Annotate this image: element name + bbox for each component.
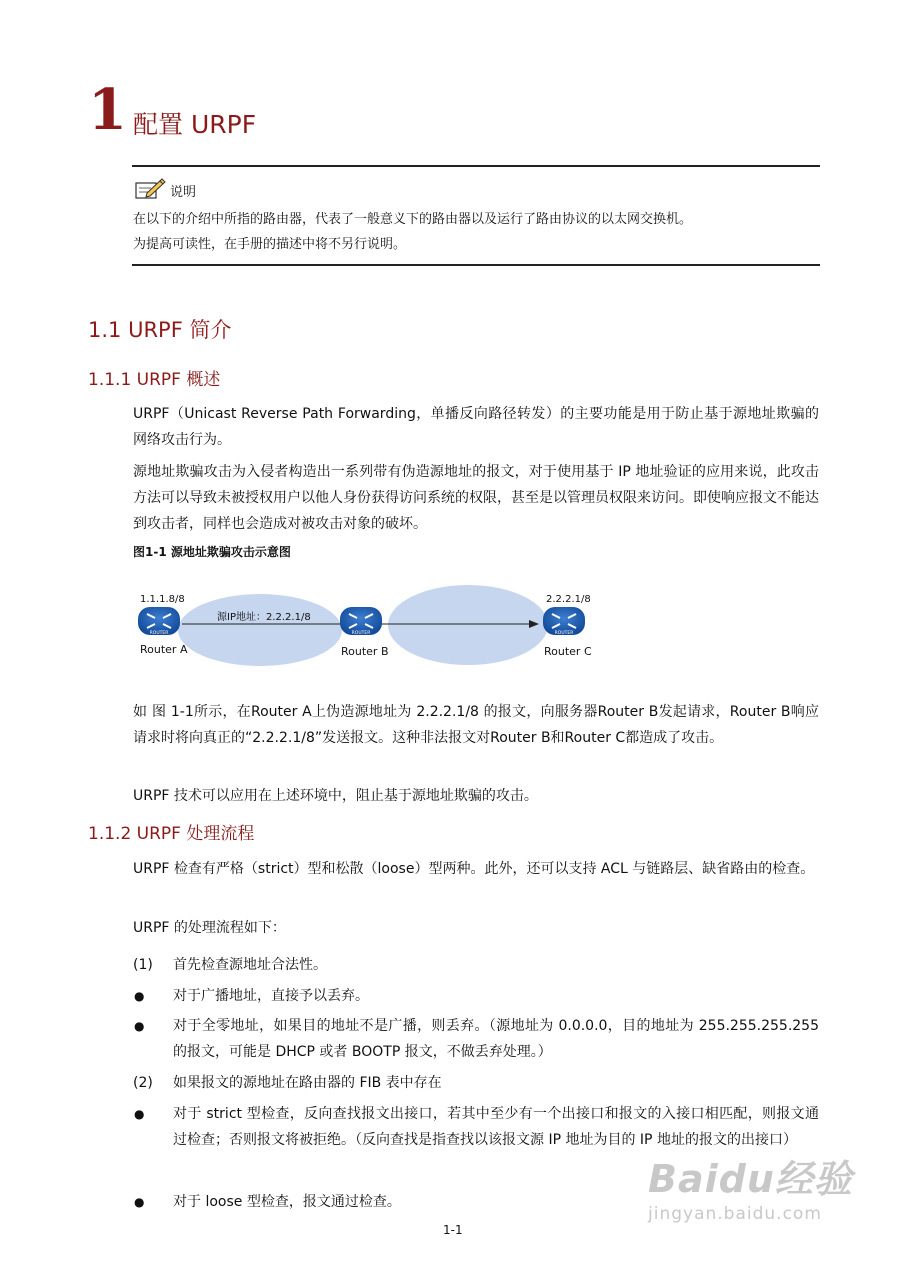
bullet-2-text: 对于全零地址，如果目的地址不是广播，则丢弃。（源地址为 0.0.0.0，目的地址为 255.255.255.255 的报文，可能是 DHCP 或者 BOOTP 报文，不做丢弃处理。）: [173, 1018, 819, 1060]
router-b-icon: [340, 607, 382, 636]
step-2-number: (2): [133, 1075, 153, 1091]
router-c-name: Router C: [544, 645, 592, 658]
subsection-2-title: 1.1.2 URPF 处理流程: [88, 824, 255, 844]
step-2-text: 如果报文的源地址在路由器的 FIB 表中存在: [173, 1075, 442, 1091]
figure-caption: 图1-1 源地址欺骗攻击示意图: [133, 545, 291, 559]
spoofed-source-label: 源IP地址：2.2.2.1/8: [217, 612, 311, 623]
watermark-url: jingyan.baidu.com: [648, 1204, 822, 1224]
subsection-1-title: 1.1.1 URPF 概述: [88, 370, 221, 390]
overview-paragraph-3: 如 图 1-1所示，在Router A上伪造源地址为 2.2.2.1/8 的报文，向服务器Router B发起请求，Router B响应请求时将向真正的“2.2.2.1/8”发送报文。这种非法报文对Router B和Router C都造成了攻击。: [133, 704, 819, 746]
note-label: 说明: [170, 185, 197, 200]
bullet-1-text: 对于广播地址，直接予以丢弃。: [173, 988, 369, 1004]
network-segment-right: [388, 585, 548, 665]
bullet-3: ●: [134, 1107, 145, 1121]
section-title: 1.1 URPF 简介: [88, 318, 232, 342]
bullet-4-text: 对于 loose 型检查，报文通过检查。: [173, 1194, 401, 1210]
chapter-number: 1: [88, 77, 127, 143]
note-pencil-icon: [135, 176, 167, 200]
baidu-watermark: [648, 1157, 853, 1224]
watermark-main: Baidu经验: [648, 1157, 853, 1201]
router-b-name: Router B: [341, 645, 389, 658]
bullet-4: ●: [134, 1195, 145, 1209]
svg-text:ROUTER: ROUTER: [351, 631, 371, 636]
step-1-number: (1): [133, 957, 153, 973]
process-paragraph-2: URPF 的处理流程如下：: [133, 920, 286, 936]
step-1-text: 首先检查源地址合法性。: [173, 957, 327, 973]
note-bottom-rule: [132, 264, 820, 266]
process-paragraph-1: URPF 检查有严格（strict）型和松散（loose）型两种。此外，还可以支持 ACL 与链路层、缺省路由的检查。: [133, 861, 815, 877]
note-line-2: 为提高可读性，在手册的描述中将不另行说明。: [133, 237, 407, 252]
overview-paragraph-1: URPF（Unicast Reverse Path Forwarding，单播反向路径转发）的主要功能是用于防止基于源地址欺骗的网络攻击行为。: [133, 406, 819, 448]
overview-paragraph-4: URPF 技术可以应用在上述环境中，阻止基于源地址欺骗的攻击。: [133, 788, 538, 804]
router-a-name: Router A: [140, 643, 188, 656]
note-line-1: 在以下的介绍中所指的路由器，代表了一般意义下的路由器以及运行了路由协议的以太网交换机。: [133, 212, 693, 227]
svg-text:ROUTER: ROUTER: [149, 631, 169, 636]
overview-paragraph-2: 源地址欺骗攻击为入侵者构造出一系列带有伪造源地址的报文，对于使用基于 IP 地址验证的应用来说，此攻击方法可以导致未被授权用户以他人身份获得访问系统的权限，甚至是以管理员权限来访问。即使响应报文不能达到攻击者，同样也会造成对被攻击对象的破坏。: [133, 464, 819, 532]
router-a-ip: 1.1.1.8/8: [140, 594, 185, 605]
network-segment-left: [178, 594, 342, 666]
spoofing-diagram: [130, 585, 610, 685]
svg-text:ROUTER: ROUTER: [554, 631, 574, 636]
chapter-title: 配置 URPF: [133, 110, 257, 139]
router-a-icon: [138, 607, 180, 636]
bullet-1: ●: [134, 989, 145, 1003]
bullet-3-text: 对于 strict 型检查，反向查找报文出接口，若其中至少有一个出接口和报文的入接口相匹配，则报文通过检查；否则报文将被拒绝。（反向查找是指查找以该报文源 IP 地址为目的 IP 地址的报文的出接口）: [173, 1106, 819, 1148]
note-top-rule: [132, 165, 820, 167]
router-c-icon: [543, 607, 585, 636]
page-number: 1-1: [443, 1223, 463, 1237]
bullet-2: ●: [134, 1019, 145, 1033]
router-c-ip: 2.2.2.1/8: [546, 594, 591, 605]
